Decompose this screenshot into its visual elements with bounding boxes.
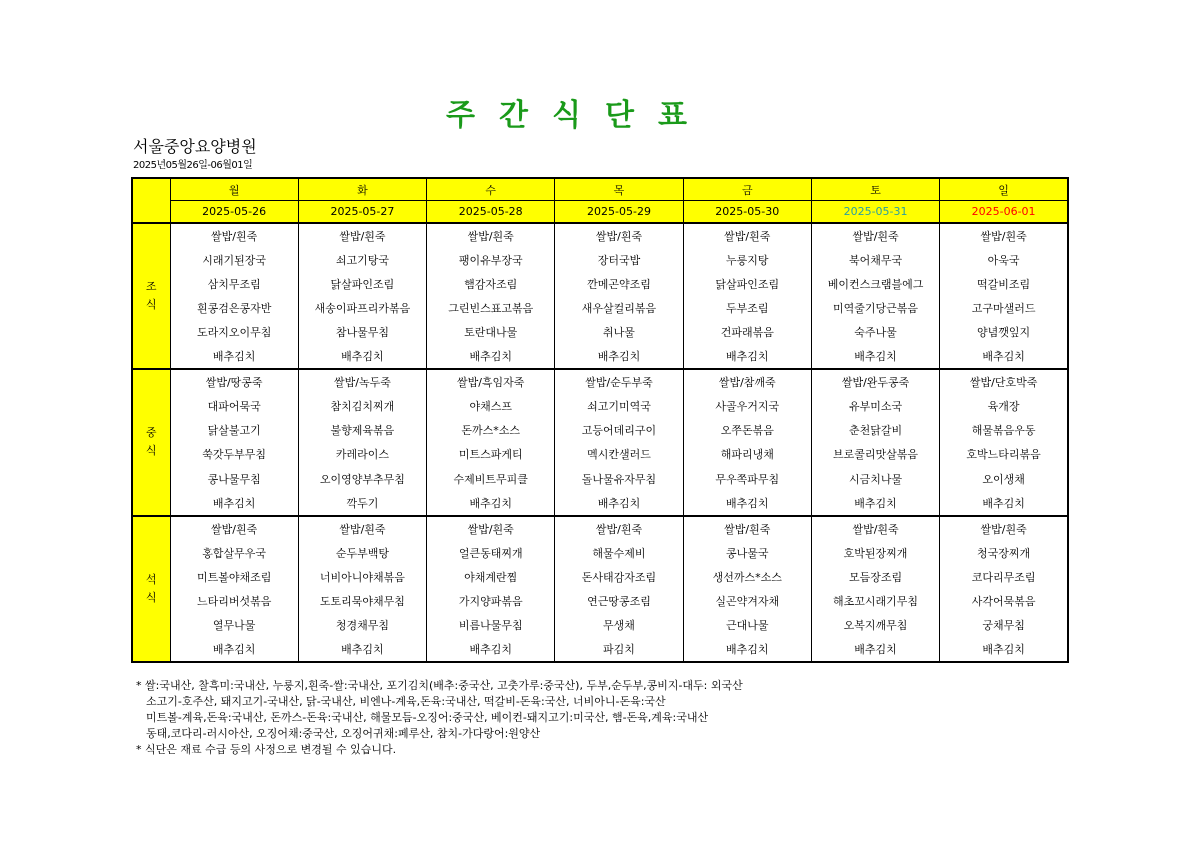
date-header: 2025-05-27 [298,201,426,224]
menu-item: 도라지오이무침 [170,320,298,344]
menu-item: 야채계란찜 [427,565,555,589]
hospital-name: 서울중앙요양병원 [133,137,257,156]
menu-item: 시금치나물 [811,467,939,491]
menu-item: 북어채무국 [811,248,939,272]
menu-row [132,418,1068,442]
menu-item: 열무나물 [170,613,298,637]
menu-row [132,565,1068,589]
menu-item: 가지양파볶음 [427,589,555,613]
menu-item: 배추김치 [555,491,683,516]
menu-item: 배추김치 [940,491,1068,516]
menu-row [132,320,1068,344]
menu-item: 순두부백탕 [298,541,426,565]
menu-item: 쌀밥/흰죽 [683,223,811,248]
menu-item: 깍두기 [298,491,426,516]
menu-row [132,223,1068,248]
note-line: 미트볼-계육,돈육:국내산, 돈까스-돈육:국내산, 해물모듬-오징어:중국산, 베이컨-돼지고기:미국산, 햄-돈육,계육:국내산 [146,711,709,724]
menu-item: 쌀밥/흰죽 [811,516,939,541]
menu-item: 근대나물 [683,613,811,637]
menu-item: 배추김치 [683,344,811,369]
menu-item: 닭살불고기 [170,418,298,442]
menu-item: 두부조림 [683,296,811,320]
menu-item: 깐메곤약조림 [555,272,683,296]
menu-item: 양념깻잎지 [940,320,1068,344]
menu-item: 야채스프 [427,394,555,418]
menu-body [132,223,1068,662]
menu-item: 배추김치 [427,637,555,662]
menu-item: 청경채무침 [298,613,426,637]
menu-item: 불향제육볶음 [298,418,426,442]
menu-item: 해물볶음우동 [940,418,1068,442]
note-line: * 쌀:국내산, 찰흑미:국내산, 누룽지,흰죽-쌀:국내산, 포기김치(배추:중국산, 고춧가루:중국산), 두부,순두부,콩비지-대두: 외국산 [136,679,743,692]
menu-item: 대파어묵국 [170,394,298,418]
menu-item: 오복지깨무침 [811,613,939,637]
meal-label: 석 식 [132,516,170,662]
menu-item: 배추김치 [811,344,939,369]
menu-item: 실곤약겨자채 [683,589,811,613]
menu-item: 취나물 [555,320,683,344]
day-header-row [132,178,1068,201]
menu-item: 쑥갓두부무침 [170,442,298,466]
menu-item: 얼큰동태찌개 [427,541,555,565]
menu-item: 쌀밥/흰죽 [555,516,683,541]
menu-item: 해물수제비 [555,541,683,565]
menu-row [132,442,1068,466]
date-header: 2025-05-29 [555,201,683,224]
menu-item: 쌀밥/흰죽 [940,223,1068,248]
menu-item: 장터국밥 [555,248,683,272]
menu-item: 홍합살무우국 [170,541,298,565]
menu-row [132,467,1068,491]
menu-item: 오이생채 [940,467,1068,491]
menu-item: 숙주나물 [811,320,939,344]
menu-item: 닭살파인조림 [683,272,811,296]
menu-period: 2025년05월26일-06월01일 [133,160,253,171]
date-header: 2025-05-28 [427,201,555,224]
menu-item: 청국장찌개 [940,541,1068,565]
menu-item: 배추김치 [811,491,939,516]
date-header-row [132,201,1068,224]
date-header: 2025-05-30 [683,201,811,224]
menu-item: 쌀밥/흰죽 [170,223,298,248]
menu-item: 돈사태감자조림 [555,565,683,589]
menu-item: 고구마샐러드 [940,296,1068,320]
menu-item: 오쭈돈볶음 [683,418,811,442]
menu-item: 배추김치 [940,344,1068,369]
menu-item: 브로콜리맛살볶음 [811,442,939,466]
menu-item: 쇠고기미역국 [555,394,683,418]
menu-item: 쌀밥/흰죽 [427,516,555,541]
menu-item: 도토리묵야채무침 [298,589,426,613]
weekly-menu-table [131,177,1069,663]
menu-item: 건파래볶음 [683,320,811,344]
menu-item: 배추김치 [170,491,298,516]
menu-row [132,516,1068,541]
menu-item: 배추김치 [170,344,298,369]
menu-item: 파김치 [555,637,683,662]
menu-item: 너비아니야채볶음 [298,565,426,589]
menu-item: 배추김치 [811,637,939,662]
menu-item: 배추김치 [427,491,555,516]
menu-item: 무생채 [555,613,683,637]
menu-item: 수제비트무피클 [427,467,555,491]
menu-row [132,369,1068,394]
menu-item: 삼치무조림 [170,272,298,296]
menu-item: 쌀밥/흰죽 [170,516,298,541]
menu-item: 쌀밥/흰죽 [298,223,426,248]
menu-item: 호박된장찌개 [811,541,939,565]
menu-item: 비름나물무침 [427,613,555,637]
menu-item: 쌀밥/흰죽 [555,223,683,248]
menu-item: 미역줄기당근볶음 [811,296,939,320]
menu-item: 멕시칸샐러드 [555,442,683,466]
menu-item: 배추김치 [427,344,555,369]
note-line: 동태,코다리-러시아산, 오징어채:중국산, 오징어귀채:페루산, 참치-가다랑어:원양산 [146,727,541,740]
menu-row [132,296,1068,320]
menu-item: 새우살컬리볶음 [555,296,683,320]
menu-item: 쌀밥/흰죽 [940,516,1068,541]
menu-item: 흰콩검은콩자반 [170,296,298,320]
menu-item: 배추김치 [298,344,426,369]
menu-item: 쌀밥/단호박죽 [940,369,1068,394]
date-header-sunday: 2025-06-01 [940,201,1068,224]
date-header: 2025-05-26 [170,201,298,224]
menu-item: 참나물무침 [298,320,426,344]
menu-row [132,272,1068,296]
menu-item: 배추김치 [683,637,811,662]
menu-item: 춘천닭갈비 [811,418,939,442]
menu-row [132,491,1068,516]
menu-item: 해초꼬시래기무침 [811,589,939,613]
note-line: 소고기-호주산, 돼지고기-국내산, 닭-국내산, 비엔나-계육,돈육:국내산, 떡갈비-돈육:국산, 너비아니-돈육:국산 [146,695,666,708]
menu-item: 닭살파인조림 [298,272,426,296]
menu-item: 호박느타리볶음 [940,442,1068,466]
menu-item: 생선까스*소스 [683,565,811,589]
meal-label: 중 식 [132,369,170,515]
menu-item: 쌀밥/흰죽 [427,223,555,248]
day-header: 수 [427,178,555,201]
menu-item: 새송이파프리카볶음 [298,296,426,320]
meal-label: 조 식 [132,223,170,369]
page-title: 주간식단표 [446,98,711,133]
menu-item: 콩나물무침 [170,467,298,491]
menu-item: 베이컨스크램블에그 [811,272,939,296]
menu-item: 카레라이스 [298,442,426,466]
note-line: * 식단은 재료 수급 등의 사정으로 변경될 수 있습니다. [136,743,397,756]
day-header: 토 [811,178,939,201]
menu-item: 콩나물국 [683,541,811,565]
menu-item: 쌀밥/흑임자죽 [427,369,555,394]
menu-item: 배추김치 [940,637,1068,662]
menu-item: 배추김치 [298,637,426,662]
menu-item: 배추김치 [555,344,683,369]
menu-item: 모듬장조림 [811,565,939,589]
day-header: 화 [298,178,426,201]
menu-item: 그린빈스표고볶음 [427,296,555,320]
menu-row [132,613,1068,637]
menu-item: 오이영양부추무침 [298,467,426,491]
menu-item: 연근땅콩조림 [555,589,683,613]
menu-row [132,589,1068,613]
menu-item: 코다리무조림 [940,565,1068,589]
menu-row [132,394,1068,418]
menu-item: 떡갈비조림 [940,272,1068,296]
menu-item: 궁채무침 [940,613,1068,637]
menu-item: 미트스파게티 [427,442,555,466]
menu-item: 쌀밥/땅콩죽 [170,369,298,394]
menu-item: 사각어묵볶음 [940,589,1068,613]
menu-item: 시래기된장국 [170,248,298,272]
menu-item: 배추김치 [683,491,811,516]
menu-item: 팽이유부장국 [427,248,555,272]
notes [136,678,743,758]
menu-item: 무우쪽파무침 [683,467,811,491]
menu-item: 돌나물유자무침 [555,467,683,491]
menu-item: 육개장 [940,394,1068,418]
menu-item: 쌀밥/흰죽 [683,516,811,541]
day-header: 목 [555,178,683,201]
menu-item: 아욱국 [940,248,1068,272]
day-header: 월 [170,178,298,201]
menu-item: 미트볼야채조림 [170,565,298,589]
date-header-saturday: 2025-05-31 [811,201,939,224]
menu-row [132,344,1068,369]
menu-row [132,248,1068,272]
menu-item: 돈까스*소스 [427,418,555,442]
menu-item: 쌀밥/흰죽 [811,223,939,248]
menu-item: 고등어데리구이 [555,418,683,442]
menu-item: 누룽지탕 [683,248,811,272]
menu-item: 쌀밥/참깨죽 [683,369,811,394]
menu-item: 사골우거지국 [683,394,811,418]
menu-item: 쇠고기탕국 [298,248,426,272]
menu-item: 토란대나물 [427,320,555,344]
menu-item: 쌀밥/흰죽 [298,516,426,541]
corner-cell [132,178,170,223]
menu-row [132,637,1068,662]
menu-item: 쌀밥/녹두죽 [298,369,426,394]
menu-item: 참치김치찌개 [298,394,426,418]
menu-item: 느타리버섯볶음 [170,589,298,613]
menu-item: 쌀밥/순두부죽 [555,369,683,394]
menu-row [132,541,1068,565]
day-header: 일 [940,178,1068,201]
day-header: 금 [683,178,811,201]
menu-item: 해파리냉채 [683,442,811,466]
menu-item: 쌀밥/완두콩죽 [811,369,939,394]
menu-item: 햄감자조림 [427,272,555,296]
menu-item: 유부미소국 [811,394,939,418]
menu-item: 배추김치 [170,637,298,662]
